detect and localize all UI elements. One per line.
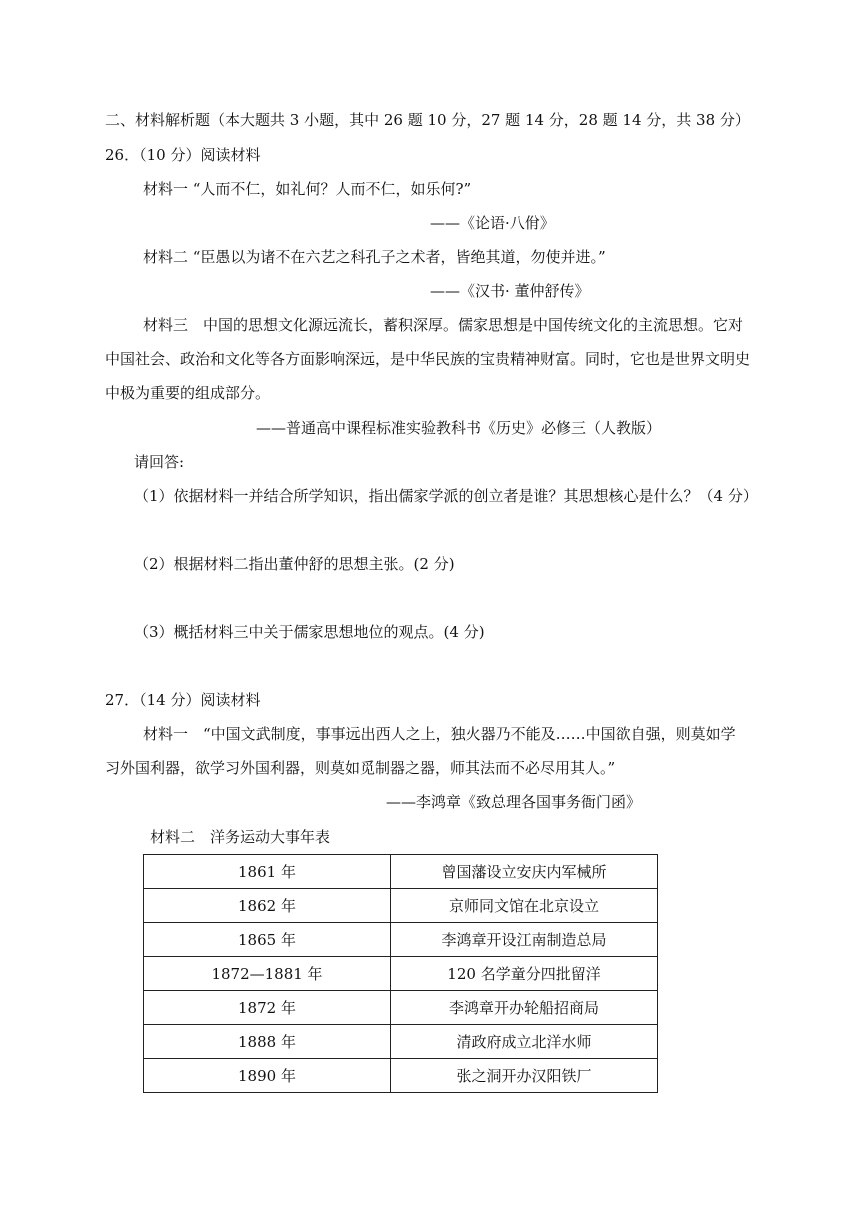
event-cell: 120 名学童分四批留洋 <box>391 957 658 991</box>
year-cell: 1865 年 <box>144 923 391 957</box>
q26-material-3-line-2: 中国社会、政治和文化等各方面影响深远，是中华民族的宝贵精神财富。同时，它也是世界文明史 <box>105 350 751 368</box>
q27-material-1-line-1: 材料一 “中国文武制度，事事远出西人之上，独火器乃不能及……中国欲自强，则莫如学 <box>143 725 736 743</box>
table-row <box>144 1025 658 1059</box>
q26-material-1: 材料一 “人而不仁，如礼何？人而不仁，如乐何?” <box>143 180 472 198</box>
table-row <box>144 855 658 889</box>
q26-material-2-source: ——《汉书· 董仲舒传》 <box>430 282 590 300</box>
q26-material-3-line-3: 中极为重要的组成部分。 <box>105 384 271 402</box>
event-cell: 曾国藩设立安庆内军械所 <box>391 855 658 889</box>
table-row <box>144 991 658 1025</box>
westernization-timeline-table <box>143 854 658 1093</box>
table-row <box>144 889 658 923</box>
year-cell: 1890 年 <box>144 1059 391 1093</box>
event-cell: 李鸿章开办轮船招商局 <box>391 991 658 1025</box>
year-cell: 1862 年 <box>144 889 391 923</box>
event-cell: 张之洞开办汉阳铁厂 <box>391 1059 658 1093</box>
q26-subquestion-2: （2）根据材料二指出董仲舒的思想主张。(2 分) <box>134 555 455 573</box>
question-27-title: 27．（14 分）阅读材料 <box>105 691 261 709</box>
table-row <box>144 957 658 991</box>
table-row <box>144 923 658 957</box>
event-cell: 李鸿章开设江南制造总局 <box>391 923 658 957</box>
q26-material-3-source: ——普通高中课程标准实验教科书《历史》必修三（人教版） <box>256 419 662 437</box>
section-header: 二、材料解析题（本大题共 3 小题，其中 26 题 10 分，27 题 14 分，28 题 14 分，共 38 分） <box>105 111 750 129</box>
q27-material-1-line-2: 习外国利器，欲学习外国利器，则莫如觅制器之器，师其法而不必尽用其人。” <box>105 759 616 777</box>
year-cell: 1872—1881 年 <box>144 957 391 991</box>
q26-subquestion-1: （1）依据材料一并结合所学知识，指出儒家学派的创立者是谁？其思想核心是什么？（4 分） <box>134 487 758 505</box>
q27-material-1-source: ——李鸿章《致总理各国事务衙门函》 <box>386 793 642 811</box>
q26-material-3-line-1: 材料三 中国的思想文化源远流长，蓄积深厚。儒家思想是中国传统文化的主流思想。它对 <box>143 316 744 334</box>
year-cell: 1888 年 <box>144 1025 391 1059</box>
event-cell: 清政府成立北洋水师 <box>391 1025 658 1059</box>
q26-subquestion-3: （3）概括材料三中关于儒家思想地位的观点。(4 分) <box>134 623 485 641</box>
q26-material-1-source: ——《论语·八佾》 <box>430 214 555 232</box>
q27-material-2-title: 材料二 洋务运动大事年表 <box>150 828 331 846</box>
table-row <box>144 1059 658 1093</box>
question-26-title: 26．（10 分）阅读材料 <box>105 146 261 164</box>
q26-prompt: 请回答: <box>134 453 185 471</box>
year-cell: 1872 年 <box>144 991 391 1025</box>
q26-material-2: 材料二 “臣愚以为诸不在六艺之科孔子之术者，皆绝其道，勿使并进。” <box>143 248 606 266</box>
year-cell: 1861 年 <box>144 855 391 889</box>
event-cell: 京师同文馆在北京设立 <box>391 889 658 923</box>
